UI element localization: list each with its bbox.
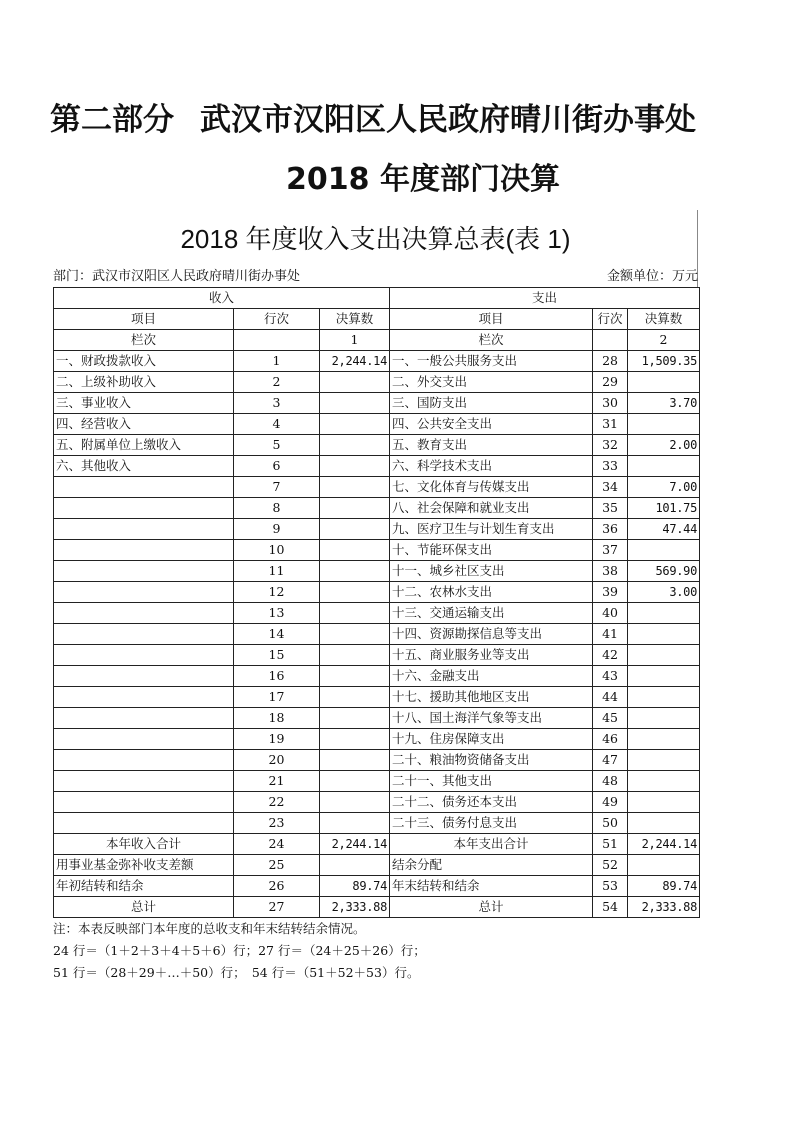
income-item-cell bbox=[54, 750, 234, 771]
table-header-row bbox=[54, 309, 700, 330]
expense-item-cell: 八、社会保障和就业支出 bbox=[390, 498, 593, 519]
expense-amount-cell bbox=[628, 792, 700, 813]
expense-rowno-cell: 40 bbox=[593, 603, 628, 624]
expense-amount-cell: 2.00 bbox=[628, 435, 700, 456]
expense-rowno-cell: 35 bbox=[593, 498, 628, 519]
income-item-cell bbox=[54, 582, 234, 603]
expense-col-label: 栏次 bbox=[390, 330, 593, 351]
income-rowno-cell: 15 bbox=[234, 645, 320, 666]
income-rowno-cell: 8 bbox=[234, 498, 320, 519]
expense-rowno-cell: 37 bbox=[593, 540, 628, 561]
expense-item-cell: 五、教育支出 bbox=[390, 435, 593, 456]
note-line: 24 行＝（1＋2＋3＋4＋5＋6）行；27 行＝（24＋25＋26）行； bbox=[53, 943, 426, 958]
expense-rowno-cell: 32 bbox=[593, 435, 628, 456]
table-row bbox=[54, 876, 700, 897]
document-subtitle: 2018 年度部门决算 bbox=[286, 162, 560, 197]
income-item-cell bbox=[54, 498, 234, 519]
income-amount-cell: 2,333.88 bbox=[320, 897, 390, 918]
income-amount-cell bbox=[320, 708, 390, 729]
income-rowno-cell: 25 bbox=[234, 855, 320, 876]
expense-item-cell: 二十、粮油物资储备支出 bbox=[390, 750, 593, 771]
expense-rowno-cell: 51 bbox=[593, 834, 628, 855]
table-row bbox=[54, 687, 700, 708]
income-item-cell: 本年收入合计 bbox=[54, 834, 234, 855]
table-row bbox=[54, 582, 700, 603]
income-rowno-cell: 26 bbox=[234, 876, 320, 897]
expense-amount-cell: 7.00 bbox=[628, 477, 700, 498]
income-col-label: 栏次 bbox=[54, 330, 234, 351]
expense-item-cell: 十一、城乡社区支出 bbox=[390, 561, 593, 582]
expense-item-cell: 结余分配 bbox=[390, 855, 593, 876]
income-amount-cell bbox=[320, 813, 390, 834]
income-amount-cell bbox=[320, 729, 390, 750]
income-rowno-cell: 11 bbox=[234, 561, 320, 582]
expense-item-cell: 二十二、债务还本支出 bbox=[390, 792, 593, 813]
expense-item-cell: 二、外交支出 bbox=[390, 372, 593, 393]
income-rowno-cell: 22 bbox=[234, 792, 320, 813]
expense-rowno-cell: 45 bbox=[593, 708, 628, 729]
expense-item-cell: 十八、国土海洋气象等支出 bbox=[390, 708, 593, 729]
heading-org: 武汉市汉阳区人民政府晴川街办事处 bbox=[200, 102, 696, 138]
expense-rowno-cell: 34 bbox=[593, 477, 628, 498]
income-expense-table bbox=[53, 287, 700, 918]
table-row bbox=[54, 792, 700, 813]
expense-item-cell: 十五、商业服务业等支出 bbox=[390, 645, 593, 666]
income-amount-cell bbox=[320, 687, 390, 708]
income-item-cell bbox=[54, 477, 234, 498]
income-amount-cell bbox=[320, 645, 390, 666]
income-amount-cell: 2,244.14 bbox=[320, 834, 390, 855]
income-rowno-cell: 21 bbox=[234, 771, 320, 792]
expense-amount-cell bbox=[628, 708, 700, 729]
income-rowno-cell: 1 bbox=[234, 351, 320, 372]
income-col-index: 1 bbox=[320, 330, 390, 351]
income-item-cell: 三、事业收入 bbox=[54, 393, 234, 414]
expense-amount-cell: 2,244.14 bbox=[628, 834, 700, 855]
income-rowno-cell: 23 bbox=[234, 813, 320, 834]
table-notes bbox=[53, 918, 426, 984]
income-item-cell bbox=[54, 687, 234, 708]
note-line: 51 行＝（28＋29＋…＋50）行； 54 行＝（51＋52＋53）行。 bbox=[53, 965, 420, 980]
income-rowno-cell: 3 bbox=[234, 393, 320, 414]
income-rowno-cell: 16 bbox=[234, 666, 320, 687]
table-row bbox=[54, 645, 700, 666]
department-label: 部门：武汉市汉阳区人民政府晴川街办事处 bbox=[53, 269, 301, 284]
expense-amount-cell bbox=[628, 414, 700, 435]
income-amount-cell bbox=[320, 372, 390, 393]
expense-item-cell: 四、公共安全支出 bbox=[390, 414, 593, 435]
income-amount-cell bbox=[320, 750, 390, 771]
income-rowno-cell: 18 bbox=[234, 708, 320, 729]
table-row bbox=[54, 771, 700, 792]
expense-amount-cell bbox=[628, 813, 700, 834]
expense-amount-cell bbox=[628, 456, 700, 477]
income-item-cell bbox=[54, 603, 234, 624]
expense-amount-cell bbox=[628, 603, 700, 624]
income-amount-cell: 89.74 bbox=[320, 876, 390, 897]
table-row bbox=[54, 897, 700, 918]
expense-rowno-cell: 54 bbox=[593, 897, 628, 918]
table-row bbox=[54, 498, 700, 519]
income-rowno-cell: 20 bbox=[234, 750, 320, 771]
expense-amount-cell: 1,509.35 bbox=[628, 351, 700, 372]
income-item-cell bbox=[54, 645, 234, 666]
expense-rowno-cell: 29 bbox=[593, 372, 628, 393]
expense-amount-cell: 101.75 bbox=[628, 498, 700, 519]
income-item-cell bbox=[54, 771, 234, 792]
expense-amount-cell: 89.74 bbox=[628, 876, 700, 897]
expense-amount-cell bbox=[628, 540, 700, 561]
expense-amount-cell: 569.90 bbox=[628, 561, 700, 582]
expense-item-cell: 二十三、债务付息支出 bbox=[390, 813, 593, 834]
expense-rowno-cell: 49 bbox=[593, 792, 628, 813]
document-heading bbox=[50, 100, 750, 140]
expense-item-cell: 十、节能环保支出 bbox=[390, 540, 593, 561]
income-amount-cell bbox=[320, 477, 390, 498]
expense-col-index: 2 bbox=[628, 330, 700, 351]
expense-item-cell: 七、文化体育与传媒支出 bbox=[390, 477, 593, 498]
expense-rowno-cell: 47 bbox=[593, 750, 628, 771]
expense-rowno-header: 行次 bbox=[593, 309, 628, 330]
expense-amount-cell: 3.70 bbox=[628, 393, 700, 414]
table-row bbox=[54, 750, 700, 771]
expense-amount-header: 决算数 bbox=[628, 309, 700, 330]
table-row bbox=[54, 372, 700, 393]
expense-amount-cell: 2,333.88 bbox=[628, 897, 700, 918]
table-row bbox=[54, 624, 700, 645]
expense-item-cell: 九、医疗卫生与计划生育支出 bbox=[390, 519, 593, 540]
expense-rowno-cell: 41 bbox=[593, 624, 628, 645]
expense-rowno-cell: 53 bbox=[593, 876, 628, 897]
expense-rowno-cell: 48 bbox=[593, 771, 628, 792]
income-amount-cell bbox=[320, 582, 390, 603]
income-item-cell bbox=[54, 666, 234, 687]
expense-rowno-cell: 42 bbox=[593, 645, 628, 666]
expense-amount-cell: 47.44 bbox=[628, 519, 700, 540]
income-item-cell: 一、财政拨款收入 bbox=[54, 351, 234, 372]
income-rowno-cell: 6 bbox=[234, 456, 320, 477]
heading-part: 第二部分 bbox=[50, 102, 174, 138]
income-amount-cell bbox=[320, 771, 390, 792]
income-item-cell: 年初结转和结余 bbox=[54, 876, 234, 897]
income-amount-cell bbox=[320, 855, 390, 876]
expense-rowno-cell: 43 bbox=[593, 666, 628, 687]
expense-rowno-cell: 39 bbox=[593, 582, 628, 603]
expense-item-cell: 六、科学技术支出 bbox=[390, 456, 593, 477]
table-header-group-row bbox=[54, 288, 700, 309]
income-rowno-cell: 5 bbox=[234, 435, 320, 456]
expense-rowno-cell: 28 bbox=[593, 351, 628, 372]
expense-item-header: 项目 bbox=[390, 309, 593, 330]
income-item-cell bbox=[54, 792, 234, 813]
expense-item-cell: 总计 bbox=[390, 897, 593, 918]
expense-amount-cell bbox=[628, 750, 700, 771]
income-item-header: 项目 bbox=[54, 309, 234, 330]
income-rowno-cell: 19 bbox=[234, 729, 320, 750]
income-item-cell bbox=[54, 540, 234, 561]
table-row bbox=[54, 351, 700, 372]
expense-rowno-cell: 52 bbox=[593, 855, 628, 876]
income-item-cell bbox=[54, 519, 234, 540]
income-rowno-cell: 24 bbox=[234, 834, 320, 855]
expense-amount-cell bbox=[628, 624, 700, 645]
expense-item-cell: 年末结转和结余 bbox=[390, 876, 593, 897]
income-rowno-cell: 14 bbox=[234, 624, 320, 645]
table-title: 2018 年度收入支出决算总表(表 1) bbox=[180, 224, 571, 254]
expense-amount-cell bbox=[628, 855, 700, 876]
table-row bbox=[54, 561, 700, 582]
expense-rowno-cell: 30 bbox=[593, 393, 628, 414]
income-rowno-cell: 17 bbox=[234, 687, 320, 708]
income-rowno-cell: 7 bbox=[234, 477, 320, 498]
unit-label: 金额单位：万元 bbox=[606, 269, 698, 284]
table-row bbox=[54, 603, 700, 624]
income-item-cell bbox=[54, 813, 234, 834]
expense-rowno-cell: 31 bbox=[593, 414, 628, 435]
expense-item-cell: 二十一、其他支出 bbox=[390, 771, 593, 792]
income-item-cell: 六、其他收入 bbox=[54, 456, 234, 477]
expense-amount-cell bbox=[628, 666, 700, 687]
income-amount-cell bbox=[320, 603, 390, 624]
expense-rowno-cell: 38 bbox=[593, 561, 628, 582]
expense-rowno-cell: 44 bbox=[593, 687, 628, 708]
expense-amount-cell bbox=[628, 729, 700, 750]
income-rowno-cell: 2 bbox=[234, 372, 320, 393]
income-amount-cell bbox=[320, 456, 390, 477]
income-item-cell bbox=[54, 561, 234, 582]
income-amount-cell bbox=[320, 498, 390, 519]
income-rowno-cell: 10 bbox=[234, 540, 320, 561]
income-header: 收入 bbox=[54, 288, 390, 309]
empty-cell bbox=[593, 330, 628, 351]
expense-item-cell: 十九、住房保障支出 bbox=[390, 729, 593, 750]
income-item-cell: 四、经营收入 bbox=[54, 414, 234, 435]
empty-cell bbox=[234, 330, 320, 351]
income-item-cell: 总计 bbox=[54, 897, 234, 918]
table-row bbox=[54, 414, 700, 435]
income-amount-cell bbox=[320, 540, 390, 561]
income-rowno-cell: 13 bbox=[234, 603, 320, 624]
income-amount-cell bbox=[320, 666, 390, 687]
income-rowno-cell: 9 bbox=[234, 519, 320, 540]
income-rowno-header: 行次 bbox=[234, 309, 320, 330]
note-line: 注：本表反映部门本年度的总收支和年末结转结余情况。 bbox=[53, 921, 366, 936]
table-row bbox=[54, 519, 700, 540]
expense-item-cell: 一、一般公共服务支出 bbox=[390, 351, 593, 372]
expense-item-cell: 十四、资源勘探信息等支出 bbox=[390, 624, 593, 645]
income-item-cell: 五、附属单位上缴收入 bbox=[54, 435, 234, 456]
table-row bbox=[54, 666, 700, 687]
expense-item-cell: 本年支出合计 bbox=[390, 834, 593, 855]
expense-header: 支出 bbox=[390, 288, 700, 309]
expense-rowno-cell: 50 bbox=[593, 813, 628, 834]
income-amount-cell bbox=[320, 393, 390, 414]
income-amount-cell bbox=[320, 561, 390, 582]
income-item-cell bbox=[54, 708, 234, 729]
table-row bbox=[54, 477, 700, 498]
income-item-cell: 用事业基金弥补收支差额 bbox=[54, 855, 234, 876]
table-row bbox=[54, 456, 700, 477]
table-row bbox=[54, 393, 700, 414]
expense-item-cell: 十三、交通运输支出 bbox=[390, 603, 593, 624]
income-amount-cell bbox=[320, 624, 390, 645]
income-amount-cell bbox=[320, 435, 390, 456]
expense-item-cell: 三、国防支出 bbox=[390, 393, 593, 414]
expense-item-cell: 十六、金融支出 bbox=[390, 666, 593, 687]
expense-rowno-cell: 46 bbox=[593, 729, 628, 750]
income-item-cell: 二、上级补助收入 bbox=[54, 372, 234, 393]
table-row bbox=[54, 708, 700, 729]
expense-rowno-cell: 33 bbox=[593, 456, 628, 477]
expense-amount-cell bbox=[628, 687, 700, 708]
income-rowno-cell: 12 bbox=[234, 582, 320, 603]
expense-item-cell: 十二、农林水支出 bbox=[390, 582, 593, 603]
income-item-cell bbox=[54, 624, 234, 645]
expense-amount-cell bbox=[628, 645, 700, 666]
expense-amount-cell: 3.00 bbox=[628, 582, 700, 603]
expense-item-cell: 十七、援助其他地区支出 bbox=[390, 687, 593, 708]
income-item-cell bbox=[54, 729, 234, 750]
table-row bbox=[54, 540, 700, 561]
expense-rowno-cell: 36 bbox=[593, 519, 628, 540]
table-row bbox=[54, 435, 700, 456]
income-amount-cell bbox=[320, 519, 390, 540]
income-rowno-cell: 27 bbox=[234, 897, 320, 918]
expense-amount-cell bbox=[628, 771, 700, 792]
income-amount-cell: 2,244.14 bbox=[320, 351, 390, 372]
table-row bbox=[54, 729, 700, 750]
table-row bbox=[54, 813, 700, 834]
income-amount-cell bbox=[320, 792, 390, 813]
column-index-row bbox=[54, 330, 700, 351]
table-row bbox=[54, 855, 700, 876]
income-amount-header: 决算数 bbox=[320, 309, 390, 330]
expense-amount-cell bbox=[628, 372, 700, 393]
table-row bbox=[54, 834, 700, 855]
income-rowno-cell: 4 bbox=[234, 414, 320, 435]
income-amount-cell bbox=[320, 414, 390, 435]
